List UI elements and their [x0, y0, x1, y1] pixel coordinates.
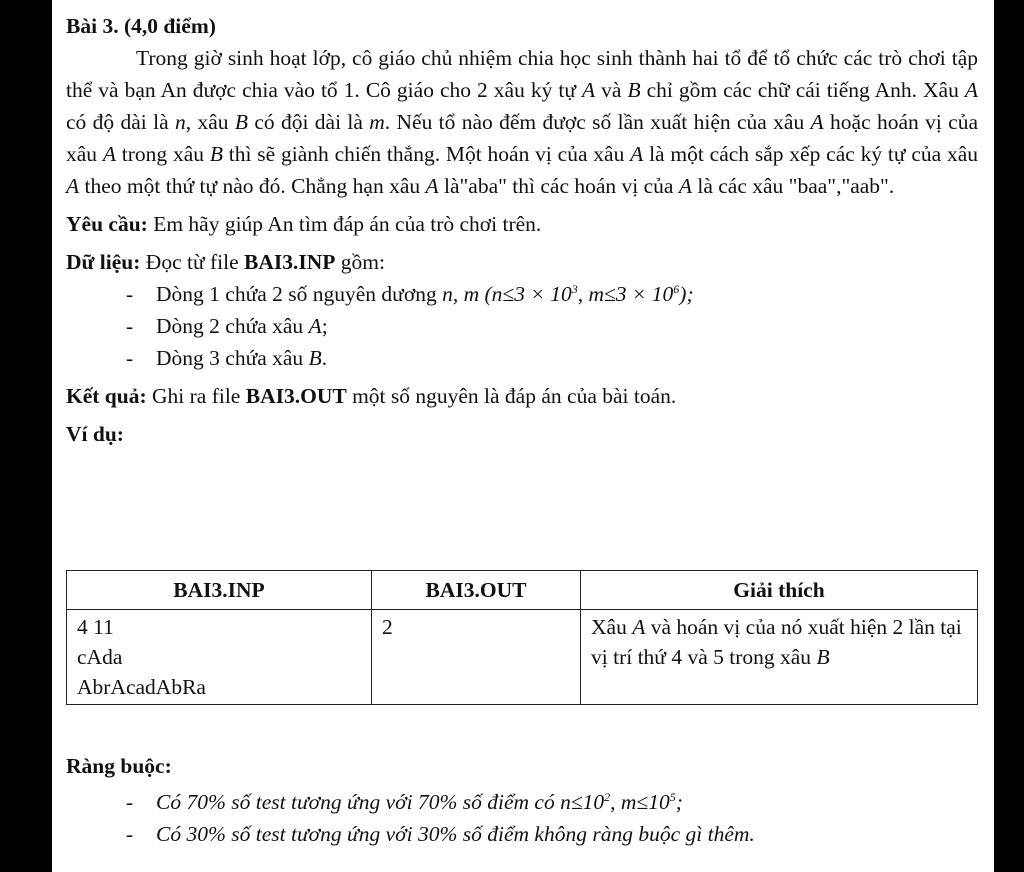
example-label: Ví dụ: [66, 422, 124, 446]
output-line: Kết quả: Ghi ra file BAI3.OUT một số nguyên là đáp án của bài toán. [66, 384, 677, 408]
example-table [66, 570, 978, 705]
constraints-list [66, 786, 978, 850]
header-explain: Giải thích [581, 571, 978, 610]
output-label: Kết quả: [66, 384, 147, 408]
input-lines-list [66, 278, 978, 374]
list-item: - Có 70% số test tương ứng với 70% số điểm có $n\le 10^2$, $m\le 10^5$; [126, 786, 978, 818]
table-row [67, 610, 978, 705]
list-item: - Dòng 1 chứa 2 số nguyên dương n, m ($n\le 3 \times 10^3$, $m\le 3 \times 10^6$); [126, 278, 978, 310]
request-label: Yêu cầu: [66, 212, 148, 236]
problem-statement: Trong giờ sinh hoạt lớp, cô giáo chủ nhiệm chia học sinh thành hai tổ để tổ chức các trò chơi tập thể và bạn An được chia vào tổ 1. Cô giáo cho 2 xâu ký tự A và B chỉ gồm các chữ cái tiếng Anh. Xâu A có độ dài là n, xâu B có đội dài là m. Nếu tổ nào đếm được số lần xuất hiện của xâu A hoặc hoán vị của xâu A trong xâu B thì sẽ giành chiến thắng. Một hoán vị của xâu A là một cách sắp xếp các ký tự của xâu A theo một thứ tự nào đó. Chẳng hạn xâu A là"aba" thì các hoán vị của A là các xâu "baa","aab". [66, 46, 979, 198]
problem-title: Bài 3. (4,0 điểm) [66, 14, 216, 38]
list-item: - Dòng 3 chứa xâu B. [126, 342, 978, 374]
constraints-label: Ràng buộc: [66, 754, 172, 778]
header-inp: BAI3.INP [67, 571, 372, 610]
request-text: Em hãy giúp An tìm đáp án của trò chơi trên. [147, 212, 542, 236]
cell-inp: 4 11 cAda AbrAcadAbRa [67, 610, 372, 705]
input-label: Dữ liệu: [66, 250, 141, 274]
input-file: BAI3.INP [244, 250, 336, 274]
cell-out: 2 [372, 610, 581, 705]
input-line: Dữ liệu: Đọc từ file BAI3.INP gồm: [66, 250, 385, 274]
list-item: - Có 30% số test tương ứng với 30% số điểm không ràng buộc gì thêm. [126, 818, 978, 850]
document-page [52, 0, 994, 872]
problem-content [66, 10, 979, 846]
output-file: BAI3.OUT [245, 384, 347, 408]
constraints-section [66, 750, 978, 850]
header-out: BAI3.OUT [372, 571, 581, 610]
request-line [66, 208, 978, 240]
cell-explain: Xâu A và hoán vị của nó xuất hiện 2 lần tại vị trí thứ 4 và 5 trong xâu B [581, 610, 978, 705]
table-header-row [67, 571, 978, 610]
list-item: - Dòng 2 chứa xâu A; [126, 310, 978, 342]
